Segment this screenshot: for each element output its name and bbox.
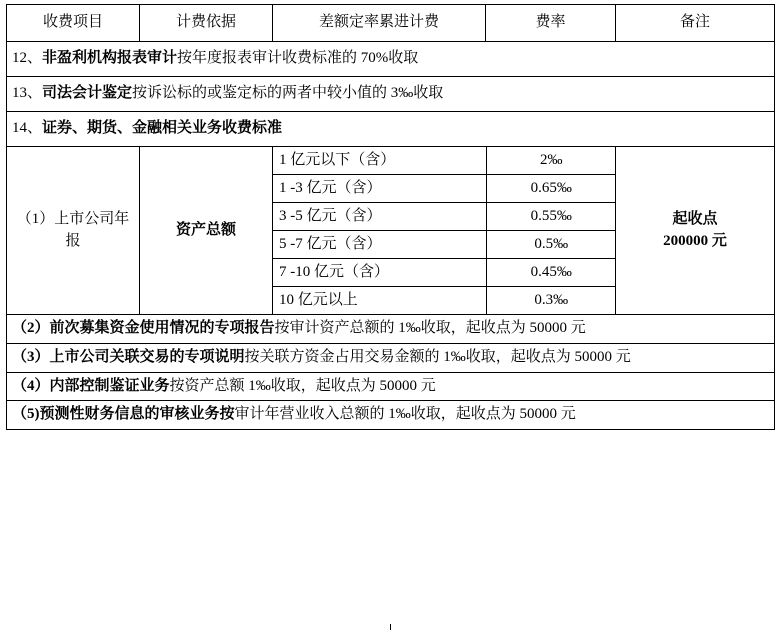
table-row [7, 372, 775, 401]
tier-row [273, 231, 616, 259]
tier-rate-6: 0.3‰ [486, 287, 616, 315]
table-row [7, 401, 775, 430]
row-item-14 [7, 112, 775, 147]
tier-rate-5: 0.45‰ [486, 259, 616, 287]
table-row [7, 42, 775, 77]
listed-company-item: （1）上市公司年报 [7, 147, 140, 315]
table-row [7, 343, 775, 372]
table-header-row [7, 5, 775, 42]
header-cell-item: 收费项目 [7, 5, 140, 42]
item-14-bold: 证券、期货、金融相关业务收费标准 [42, 120, 283, 137]
tier-rate-2: 0.65‰ [486, 175, 616, 203]
tier-row [273, 287, 616, 315]
paragraph-5 [7, 401, 775, 430]
remark-line-2: 200000 元 [663, 232, 727, 249]
paragraph-5-bold: （5)预测性财务信息的审核业务按 [12, 406, 235, 423]
paragraph-2 [7, 315, 775, 344]
paragraph-4-rest: 按资产总额 1‰收取，起收点为 50000 元 [169, 377, 436, 394]
item-13-number: 13、 [12, 85, 43, 102]
paragraph-3-rest: 按关联方资金占用交易金额的 1‰收取，起收点为 50000 元 [244, 348, 631, 365]
tier-rate-3: 0.55‰ [486, 203, 616, 231]
listed-company-row [7, 147, 775, 315]
tier-rate-1: 2‰ [486, 147, 616, 175]
tier-range-5: 7 -10 亿元（含） [273, 259, 486, 287]
item-13-bold: 司法会计鉴定 [42, 85, 133, 102]
tier-row [273, 147, 616, 175]
paragraph-3 [7, 343, 775, 372]
header-cell-rate: 费率 [486, 5, 616, 42]
item-12-rest: 按年度报表审计收费标准的 70%收取 [177, 50, 419, 67]
header-cell-progressive: 差额定率累进计费 [273, 5, 486, 42]
table-row [7, 315, 775, 344]
tier-table-container [273, 147, 616, 315]
tier-rate-4: 0.5‰ [486, 231, 616, 259]
paragraph-5-rest: 审计年营业收入总额的 1‰收取，起收点为 50000 元 [234, 406, 576, 423]
listed-company-basis: 资产总额 [140, 147, 273, 315]
paragraph-2-rest: 按审计资产总额的 1‰收取，起收点为 50000 元 [274, 320, 586, 336]
item-12-number: 12、 [12, 50, 43, 67]
tier-row [273, 259, 616, 287]
table-row [7, 77, 775, 112]
paragraph-4 [7, 372, 775, 401]
fee-schedule-table [6, 4, 775, 430]
row-item-12 [7, 42, 775, 77]
item-12-bold: 非盈利机构报表审计 [42, 50, 178, 67]
tier-row [273, 175, 616, 203]
page-footer-mark [390, 624, 391, 630]
remark-line-1: 起收点 [672, 210, 718, 227]
tier-range-4: 5 -7 亿元（含） [273, 231, 486, 259]
tier-table [273, 147, 616, 314]
tier-range-1: 1 亿元以下（含） [273, 147, 486, 175]
tier-row [273, 203, 616, 231]
listed-company-remark [616, 147, 775, 315]
header-cell-remark: 备注 [616, 5, 775, 42]
row-item-13 [7, 77, 775, 112]
item-13-rest: 按诉讼标的或鉴定标的两者中较小值的 3‰收取 [132, 85, 444, 102]
paragraph-3-bold: （3）上市公司关联交易的专项说明 [12, 348, 245, 365]
header-cell-basis: 计费依据 [140, 5, 273, 42]
paragraph-2-bold: （2）前次募集资金使用情况的专项报告 [12, 320, 275, 336]
tier-range-6: 10 亿元以上 [273, 287, 486, 315]
table-row [7, 112, 775, 147]
item-14-number: 14、 [12, 120, 43, 137]
paragraph-4-bold: （4）内部控制鉴证业务 [12, 377, 170, 394]
tier-range-2: 1 -3 亿元（含） [273, 175, 486, 203]
tier-range-3: 3 -5 亿元（含） [273, 203, 486, 231]
